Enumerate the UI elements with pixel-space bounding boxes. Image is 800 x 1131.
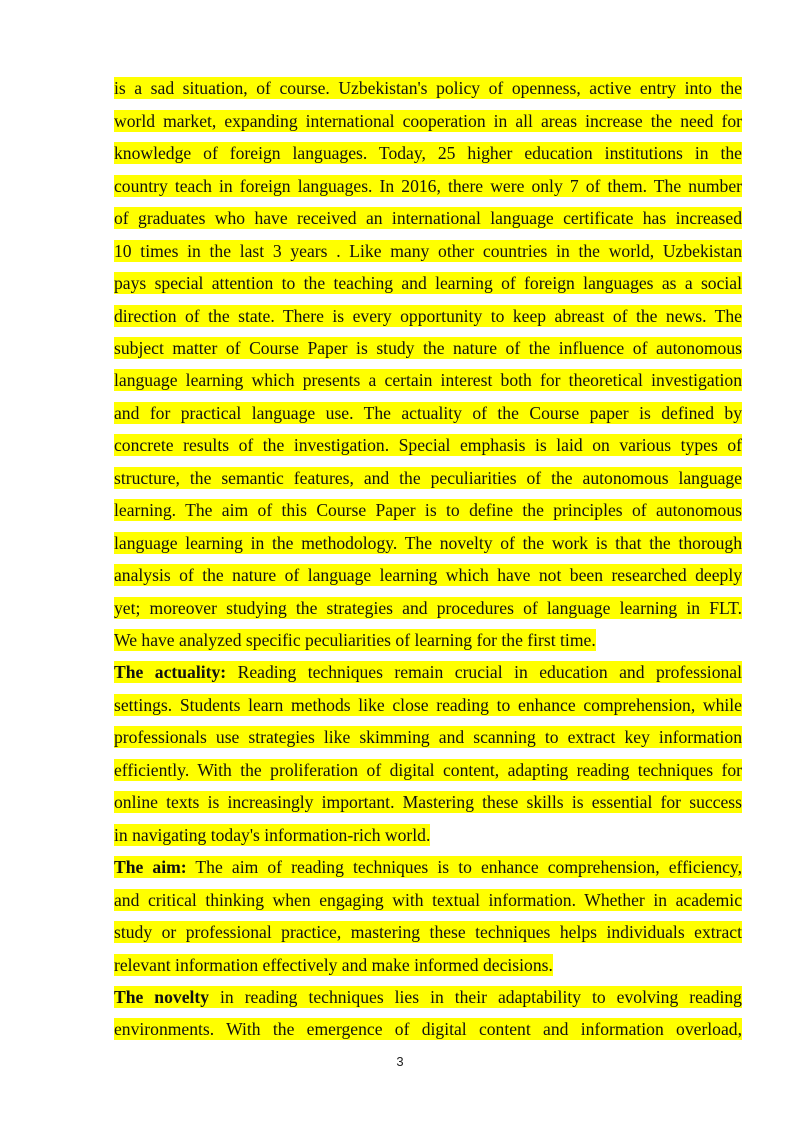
text-line: learning. The aim of this Course Paper is to define the principles of autonomous [114, 500, 742, 520]
actuality-heading: The actuality: [114, 662, 227, 682]
text-line: environments. With the emergence of digital content and information overload, [114, 1019, 742, 1039]
aim-heading: The aim: [114, 857, 187, 877]
text-line: and for practical language use. The actuality of the Course paper is defined by [114, 403, 742, 423]
aim-line: The aim: The aim of reading techniques is to enhance comprehension, efficiency, [114, 857, 742, 877]
text-line: subject matter of Course Paper is study the nature of the influence of autonomous [114, 338, 742, 358]
text-line: language learning which presents a certain interest both for theoretical investigation [114, 370, 742, 390]
text-line: structure, the semantic features, and the peculiarities of the autonomous language [114, 468, 742, 488]
text-line: language learning in the methodology. The novelty of the work is that the thorough [114, 533, 742, 553]
text-line: settings. Students learn methods like close reading to enhance comprehension, while [114, 695, 742, 715]
page-number: 3 [396, 1054, 404, 1069]
text-line: country teach in foreign languages. In 2016, there were only 7 of them. The number [114, 176, 742, 196]
text-line: study or professional practice, mastering these techniques helps individuals extract [114, 922, 742, 942]
text-line: yet; moreover studying the strategies and procedures of language learning in FLT. [114, 598, 742, 618]
novelty-line: The novelty in reading techniques lies in their adaptability to evolving reading [114, 987, 742, 1007]
actuality-line: The actuality: Reading techniques remain crucial in education and professional [114, 662, 742, 682]
novelty-heading: The novelty [114, 987, 210, 1007]
text-line: direction of the state. There is every opportunity to keep abreast of the news. The [114, 306, 742, 326]
text-line: We have analyzed specific peculiarities of learning for the first time. [114, 630, 596, 650]
text-line: world market, expanding international cooperation in all areas increase the need for [114, 111, 742, 131]
text-line: professionals use strategies like skimming and scanning to extract key information [114, 727, 742, 747]
text-line: relevant information effectively and make informed decisions. [114, 955, 553, 975]
text-line: analysis of the nature of language learning which have not been researched deeply [114, 565, 742, 585]
text-line: in navigating today's information-rich world. [114, 825, 431, 845]
text-line: and critical thinking when engaging with textual information. Whether in academic [114, 890, 742, 910]
text-line: pays special attention to the teaching and learning of foreign languages as a social [114, 273, 742, 293]
text-line: online texts is increasingly important. Mastering these skills is essential for success [114, 792, 742, 812]
text-line: efficiently. With the proliferation of digital content, adapting reading techniques for [114, 760, 742, 780]
text-line: knowledge of foreign languages. Today, 25 higher education institutions in the [114, 143, 742, 163]
text-line: concrete results of the investigation. Special emphasis is laid on various types of [114, 435, 742, 455]
text-line: of graduates who have received an international language certificate has increased [114, 208, 742, 228]
text-line: 10 times in the last 3 years . Like many other countries in the world, Uzbekistan [114, 241, 742, 261]
text-line: is a sad situation, of course. Uzbekistan's policy of openness, active entry into the [114, 78, 742, 98]
